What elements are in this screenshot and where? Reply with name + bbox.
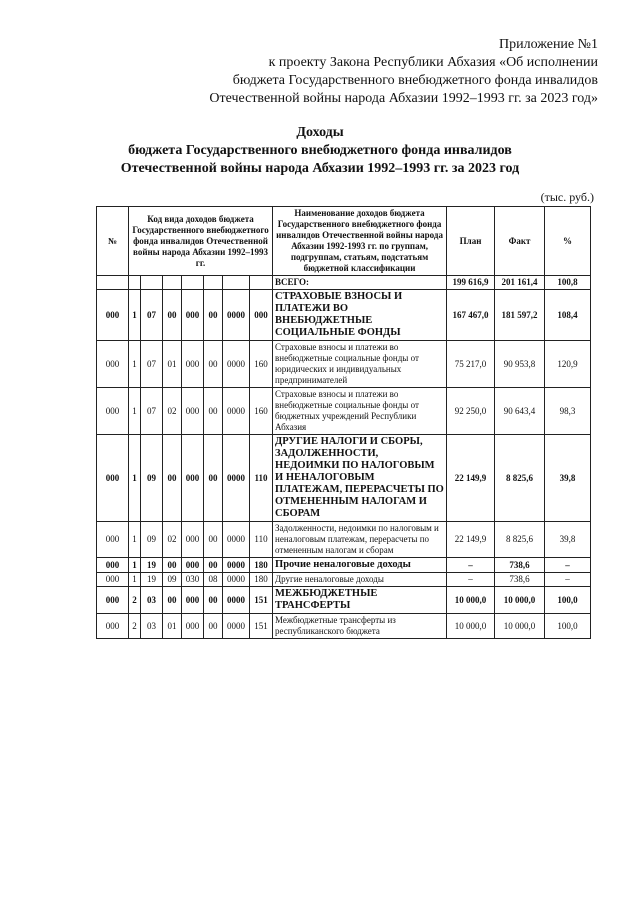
code-cell: 2 [129, 614, 141, 639]
title-line-3: Отечественной войны народа Абхазии 1992–1993 гг. за 2023 год [120, 161, 520, 176]
code-cell: 00 [204, 614, 223, 639]
pct-cell: – [545, 573, 591, 587]
fact-cell: 8 825,6 [495, 435, 545, 522]
table-row [97, 573, 591, 587]
code-cell: 07 [141, 388, 163, 435]
plan-cell: 75 217,0 [447, 341, 495, 388]
code-cell: 1 [129, 573, 141, 587]
code-cell: 1 [129, 435, 141, 522]
code-cell: 000 [182, 290, 204, 341]
code-cell: 160 [250, 388, 273, 435]
code-cell: 00 [163, 558, 182, 573]
income-name: Межбюджетные трансферты из республиканского бюджета [273, 614, 447, 639]
plan-cell: 167 467,0 [447, 290, 495, 341]
table-row [97, 614, 591, 639]
code-cell: 000 [97, 290, 129, 341]
code-cell: 00 [204, 522, 223, 558]
code-cell: 000 [250, 290, 273, 341]
code-cell: 000 [97, 558, 129, 573]
table-row [97, 341, 591, 388]
plan-cell: 10 000,0 [447, 614, 495, 639]
code-cell: 1 [129, 522, 141, 558]
income-name: Страховые взносы и платежи во внебюджетные социальные фонды от юридических и индивидуальных предпринимателей [273, 341, 447, 388]
header-code: Код вида доходов бюджета Государственного внебюджетного фонда инвалидов Отечественной войны народа Абхазии 1992–1993 гг. [129, 207, 273, 276]
code-cell: 1 [129, 388, 141, 435]
table-row [97, 435, 591, 522]
code-cell: 000 [97, 614, 129, 639]
code-cell: 110 [250, 435, 273, 522]
plan-cell: – [447, 558, 495, 573]
total-label: ВСЕГО: [273, 276, 447, 290]
total-fact: 201 161,4 [495, 276, 545, 290]
code-cell: 000 [182, 388, 204, 435]
title-line-2: бюджета Государственного внебюджетного фонда инвалидов [128, 143, 512, 158]
code-cell: 00 [204, 558, 223, 573]
code-cell: 0000 [223, 573, 250, 587]
code-cell: 00 [204, 587, 223, 614]
fact-cell: 90 643,4 [495, 388, 545, 435]
total-plan: 199 616,9 [447, 276, 495, 290]
fact-cell: 10 000,0 [495, 587, 545, 614]
code-cell: 000 [97, 522, 129, 558]
fact-cell: 90 953,8 [495, 341, 545, 388]
plan-cell: 22 149,9 [447, 435, 495, 522]
code-cell: 00 [204, 435, 223, 522]
header-name: Наименование доходов бюджета Государственного внебюджетного фонда инвалидов Отечественной войны народа Абхазии 1992-1993 гг. по группам, подгруппам, статьям, подстатьям бюджетной классификации [273, 207, 447, 276]
code-cell: 000 [182, 522, 204, 558]
code-cell: 00 [204, 388, 223, 435]
table-row [97, 388, 591, 435]
pct-cell: 39,8 [545, 522, 591, 558]
code-cell: 07 [141, 290, 163, 341]
code-cell: 02 [163, 522, 182, 558]
pct-cell: 100,0 [545, 587, 591, 614]
pct-cell: 39,8 [545, 435, 591, 522]
units-label: (тыс. руб.) [540, 190, 594, 204]
code-cell: 1 [129, 558, 141, 573]
code-cell: 19 [141, 558, 163, 573]
code-cell: 01 [163, 614, 182, 639]
code-cell: 0000 [223, 614, 250, 639]
code-cell: 02 [163, 388, 182, 435]
code-cell: 03 [141, 587, 163, 614]
code-cell: 09 [141, 522, 163, 558]
income-name: ДРУГИЕ НАЛОГИ И СБОРЫ, ЗАДОЛЖЕННОСТИ, НЕДОИМКИ ПО НАЛОГОВЫМ И НЕНАЛОГОВЫМ ПЛАТЕЖАМ, ПЕРЕРАСЧЕТЫ ПО ОТМЕНЕННЫМ НАЛОГАМ И СБОРАМ [273, 435, 447, 522]
document-title [60, 124, 580, 178]
annex-line-3: бюджета Государственного внебюджетного фонда инвалидов [232, 73, 598, 88]
code-cell: 09 [163, 573, 182, 587]
fact-cell: 181 597,2 [495, 290, 545, 341]
total-pct: 100,8 [545, 276, 591, 290]
code-cell: 180 [250, 558, 273, 573]
code-cell: 0000 [223, 522, 250, 558]
revenue-table [96, 206, 591, 639]
code-cell: 000 [182, 341, 204, 388]
table-header-row [97, 207, 591, 276]
code-cell: 180 [250, 573, 273, 587]
plan-cell: 10 000,0 [447, 587, 495, 614]
annex-line-4: Отечественной войны народа Абхазии 1992–1993 гг. за 2023 год» [209, 91, 598, 106]
code-cell: 000 [97, 388, 129, 435]
fact-cell: 10 000,0 [495, 614, 545, 639]
table-row [97, 587, 591, 614]
code-cell: 19 [141, 573, 163, 587]
header-fact: Факт [495, 207, 545, 276]
code-cell: 000 [97, 435, 129, 522]
code-cell: 00 [204, 290, 223, 341]
plan-cell: 92 250,0 [447, 388, 495, 435]
code-cell: 07 [141, 341, 163, 388]
income-name: СТРАХОВЫЕ ВЗНОСЫ И ПЛАТЕЖИ ВО ВНЕБЮДЖЕТНЫЕ СОЦИАЛЬНЫЕ ФОНДЫ [273, 290, 447, 341]
code-cell: 151 [250, 614, 273, 639]
pct-cell: 120,9 [545, 341, 591, 388]
code-cell: 08 [204, 573, 223, 587]
table-row [97, 290, 591, 341]
plan-cell: – [447, 573, 495, 587]
fact-cell: 738,6 [495, 558, 545, 573]
code-cell: 03 [141, 614, 163, 639]
code-cell: 0000 [223, 290, 250, 341]
code-cell: 000 [182, 587, 204, 614]
table-row [97, 558, 591, 573]
pct-cell: – [545, 558, 591, 573]
code-cell: 000 [97, 341, 129, 388]
total-row [97, 276, 591, 290]
plan-cell: 22 149,9 [447, 522, 495, 558]
code-cell: 0000 [223, 388, 250, 435]
code-cell: 1 [129, 290, 141, 341]
code-cell: 000 [182, 614, 204, 639]
fact-cell: 8 825,6 [495, 522, 545, 558]
annex-line-1: Приложение №1 [499, 37, 598, 52]
code-cell: 0000 [223, 341, 250, 388]
code-cell: 151 [250, 587, 273, 614]
income-name: Другие неналоговые доходы [273, 573, 447, 587]
header-plan: План [447, 207, 495, 276]
table-row [97, 522, 591, 558]
header-no: № [97, 207, 129, 276]
fact-cell: 738,6 [495, 573, 545, 587]
code-cell: 030 [182, 573, 204, 587]
header-pct: % [545, 207, 591, 276]
code-cell: 160 [250, 341, 273, 388]
code-cell: 0000 [223, 558, 250, 573]
code-cell: 00 [163, 290, 182, 341]
pct-cell: 98,3 [545, 388, 591, 435]
income-name: Задолженности, недоимки по налоговым и неналоговым платежам, перерасчеты по отмененным налогам и сборам [273, 522, 447, 558]
code-cell: 00 [204, 341, 223, 388]
pct-cell: 100,0 [545, 614, 591, 639]
code-cell: 110 [250, 522, 273, 558]
code-cell: 000 [182, 558, 204, 573]
code-cell: 000 [182, 435, 204, 522]
income-name: Страховые взносы и платежи во внебюджетные социальные фонды от бюджетных учреждений Республики Абхазия [273, 388, 447, 435]
income-name: МЕЖБЮДЖЕТНЫЕ ТРАНСФЕРТЫ [273, 587, 447, 614]
code-cell: 1 [129, 341, 141, 388]
code-cell: 2 [129, 587, 141, 614]
code-cell: 00 [163, 587, 182, 614]
code-cell: 0000 [223, 435, 250, 522]
pct-cell: 108,4 [545, 290, 591, 341]
code-cell: 000 [97, 587, 129, 614]
code-cell: 00 [163, 435, 182, 522]
code-cell: 000 [97, 573, 129, 587]
code-cell: 01 [163, 341, 182, 388]
code-cell: 0000 [223, 587, 250, 614]
annex-header [118, 36, 598, 108]
code-cell: 09 [141, 435, 163, 522]
title-line-1: Доходы [296, 125, 344, 140]
income-name: Прочие неналоговые доходы [273, 558, 447, 573]
annex-line-2: к проекту Закона Республики Абхазия «Об исполнении [268, 55, 598, 70]
